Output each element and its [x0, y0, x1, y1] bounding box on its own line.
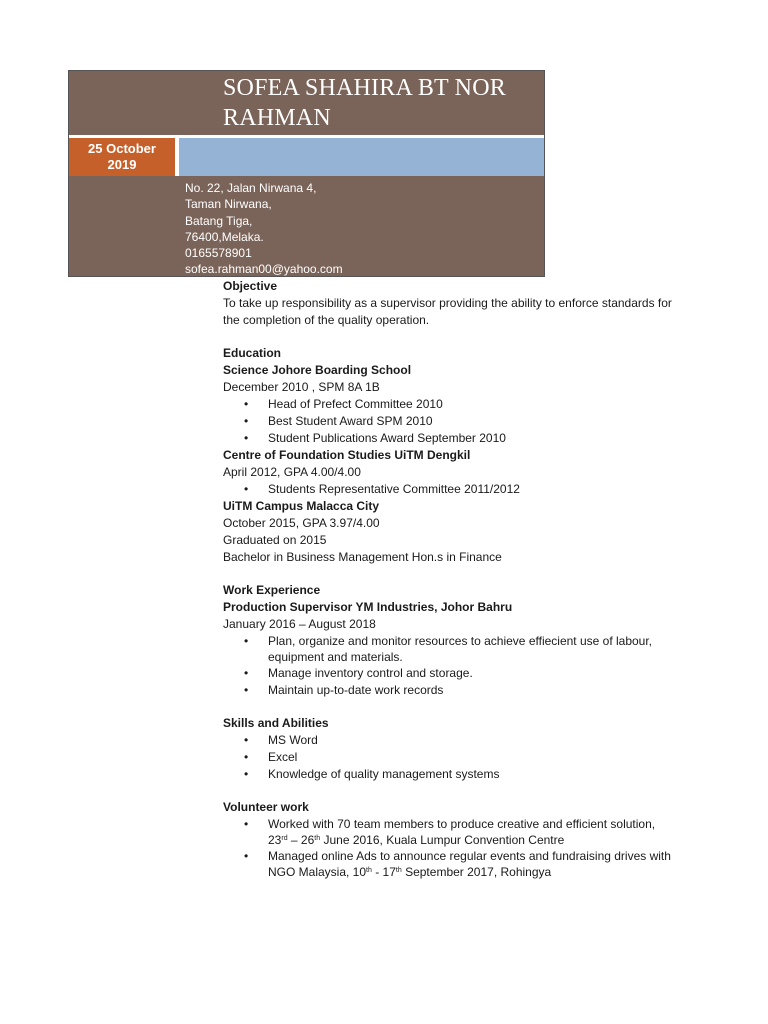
- list-item: • Knowledge of quality management systems: [223, 766, 673, 783]
- resume-header: [68, 70, 545, 277]
- work-heading: Work Experience: [223, 583, 321, 597]
- objective-text: To take up responsibility as a supervisor providing the ability to enforce standards for the completion of the quality operation.: [223, 296, 672, 327]
- school-detail: October 2015, GPA 3.97/4.00: [223, 516, 380, 530]
- job-title: Production Supervisor YM Industries, Johor Bahru: [223, 600, 513, 614]
- skills-heading: Skills and Abilities: [223, 716, 329, 730]
- applicant-name: [223, 73, 506, 133]
- objective-heading: Objective: [223, 279, 278, 293]
- address-line: Taman Nirwana,: [185, 197, 272, 212]
- school-name: UiTM Campus Malacca City: [223, 499, 380, 513]
- address-line: No. 22, Jalan Nirwana 4,: [185, 181, 317, 195]
- school-achievements: [223, 396, 673, 447]
- contact-info: [185, 180, 343, 278]
- volunteer-list: [223, 816, 673, 880]
- list-item: • MS Word: [223, 732, 673, 749]
- email-address: sofea.rahman00@yahoo.com: [185, 262, 343, 277]
- list-item: • Maintain up-to-date work records: [223, 682, 673, 699]
- date-line-2: 2019: [107, 157, 137, 172]
- job-period: January 2016 – August 2018: [223, 617, 376, 631]
- list-item: • Head of Prefect Committee 2010: [223, 396, 673, 413]
- name-line-2: RAHMAN: [223, 105, 331, 131]
- list-item: • Plan, organize and monitor resources to achieve effiecient use of labour, equipment and materials.: [223, 633, 673, 665]
- date-line-1: 25 October: [88, 141, 156, 156]
- list-item: • Worked with 70 team members to produce creative and efficient solution, 23rd – 26th June 2016, Kuala Lumpur Convention Centre: [223, 816, 673, 848]
- school-detail: December 2010 , SPM 8A 1B: [223, 380, 380, 394]
- school-detail: April 2012, GPA 4.00/4.00: [223, 465, 361, 479]
- education-heading: Education: [223, 346, 282, 360]
- school-detail: Graduated on 2015: [223, 533, 327, 547]
- school-detail: Bachelor in Business Management Hon.s in Finance: [223, 550, 502, 564]
- school-name: Science Johore Boarding School: [223, 363, 412, 377]
- list-item: • Manage inventory control and storage.: [223, 665, 673, 682]
- date-badge: [69, 138, 175, 176]
- address-line: Batang Tiga,: [185, 213, 253, 228]
- name-line-1: SOFEA SHAHIRA BT NOR: [223, 75, 506, 101]
- accent-band: [179, 138, 544, 176]
- skills-list: [223, 732, 673, 783]
- phone-number: 0165578901: [185, 246, 252, 261]
- address-line: 76400,Melaka.: [185, 229, 264, 244]
- school-name: Centre of Foundation Studies UiTM Dengkil: [223, 448, 471, 462]
- resume-body: [223, 278, 673, 880]
- volunteer-heading: Volunteer work: [223, 800, 309, 814]
- list-item: • Managed online Ads to announce regular events and fundraising drives with NGO Malaysia, 10th - 17th September 2017, Rohingya: [223, 848, 673, 880]
- contact-band: [69, 176, 544, 276]
- school-achievements: [223, 481, 673, 498]
- list-item: • Students Representative Committee 2011/2012: [223, 481, 673, 498]
- job-duties: [223, 633, 673, 699]
- list-item: • Student Publications Award September 2010: [223, 430, 673, 447]
- list-item: • Excel: [223, 749, 673, 766]
- list-item: • Best Student Award SPM 2010: [223, 413, 673, 430]
- name-band: [69, 71, 544, 135]
